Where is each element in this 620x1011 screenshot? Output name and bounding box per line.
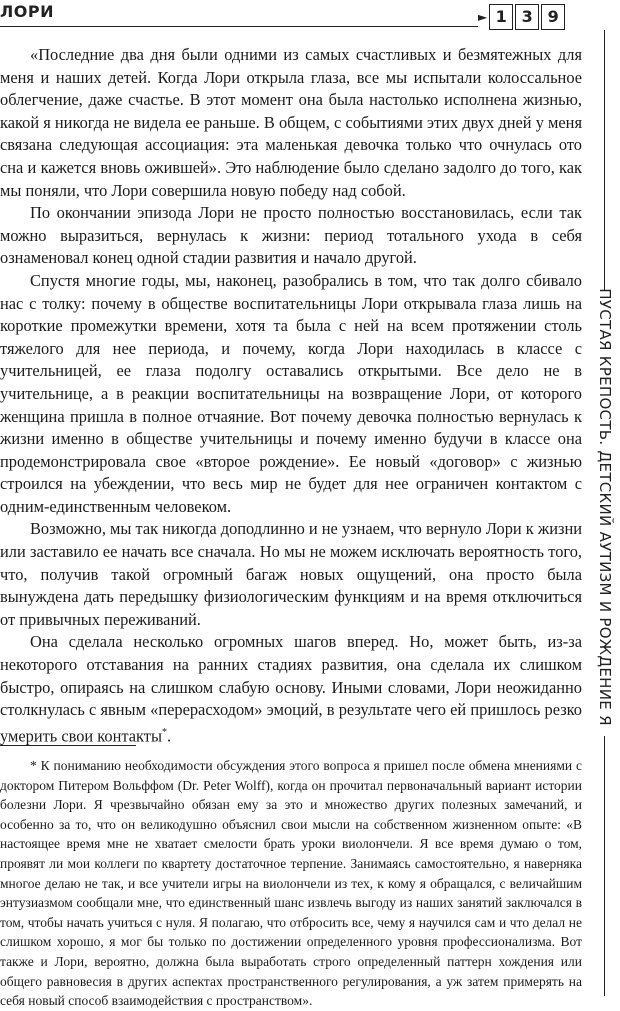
paragraph-last: Она сделала несколько огромных шагов вперед. Но, может быть, из-за некоторого отставания на ранних стадиях развития, она сделала их слишком быстро, опираясь на слишком слабую основу. Иными словами, Лори неожиданно столкнулась с явным «перерасходом» эмоций, в результате чего ей пришлось резко умерить свои контакты*. bbox=[0, 632, 582, 746]
header-rule bbox=[0, 26, 478, 27]
footnote-text: * К пониманию необходимости обсуждения этого вопроса я пришел после обмена мнениями с доктором Питером Вольффом (Dr. Peter Wolff), когда он прочитал первоначальный вариант истории болезни Лори. Я чрезвычайно обязан ему за это и множество других полезных замечаний, и особенно за то, что он великодушно объяснил свои мысли на собственном жизненном опыте: «В настоящее время мне не хватает смелости брать уроки виолончели. Я все время думаю о том, проявят ли мои коллеги по квартету достаточное терпение. Занимаясь самостоятельно, я наверняка многое делаю не так, и все учители игры на виолончели из тех, к кому я обращался, с величайшим энтузиазмом сообщали мне, что единственный шанс извлечь выгоду из наших занятий заключался в том, чтобы начать учиться с нуля. Я полагаю, что отбросить все, чему я научился сам и что делал не слишком хорошо, я мог бы только по достижении определенного уровня профессионализма. Вот также и Лори, вероятно, должна была выработать строго определенный паттерн хождения или общего равновесия в других аспектах пространственного регулирования, а уж затем примерять на себя новый способ взаимодействия с пространством». bbox=[0, 758, 582, 1009]
running-head: ЛОРИ bbox=[0, 2, 55, 21]
footnote bbox=[0, 756, 582, 1011]
page-number-digit: 9 bbox=[541, 4, 565, 30]
main-text bbox=[0, 44, 582, 748]
paragraph: Возможно, мы так никогда доподлинно и не узнаем, что вернуло Лори к жизни или заставило ее начать все сначала. Но мы не можем исключать вероятность того, что, получив такой огромный багаж новых ощущений, она просто была вынуждена дать передышку физиологическим функциям и на время отключиться от привычных переживаний. bbox=[0, 519, 582, 629]
side-rule bbox=[604, 30, 605, 290]
book-title-vertical: ПУСТАЯ КРЕПОСТЬ. ДЕТСКИЙ АУТИЗМ И РОЖДЕНИЕ Я bbox=[596, 288, 614, 726]
page-number bbox=[478, 4, 567, 30]
side-rule bbox=[604, 736, 605, 996]
arrow-right-icon: ► bbox=[478, 10, 488, 24]
paragraph-text: Она сделала несколько огромных шагов вперед. Но, может быть, из-за некоторого отставания на ранних стадиях развития, она сделала их слишком быстро, опираясь на слишком слабую основу. Иными словами, Лори неожиданно столкнулась с явным «перерасходом» эмоций, в результате чего ей пришлось резко умерить свои контакты bbox=[0, 632, 582, 746]
footnote-rule bbox=[0, 745, 136, 746]
page-number-digit: 1 bbox=[489, 4, 513, 30]
paragraph: По окончании эпизода Лори не просто полностью восстановилась, если так можно выразиться, вернулась к жизни: период тотального ухода в себя ознаменовал конец одной стадии развития и начало другой. bbox=[0, 203, 582, 268]
page-number-digit: 3 bbox=[515, 4, 539, 30]
footnote-marker: * bbox=[161, 726, 167, 738]
paragraph: Спустя многие годы, мы, наконец, разобрались в том, что так долго сбивало нас с толку: почему в обществе воспитательницы Лори открывала глаза лишь на короткие промежутки времени, хотя та была с ней на всем протяжении столь тяжелого для нее периода, и почему, когда Лори находилась в классе с учительницей, ее глаза подолгу оставались открытыми. Все дело не в учительнице, а в реакции воспитательницы на возвращение Лори, от которого женщина пришла в полное отчаяние. Вот почему девочка полностью вернулась к жизни именно в обществе учительницы и почему именно будучи в классе она продемонстрировала свое «второе рождение». Ее новый «договор» с жизнью строился на убеждении, что весь мир не будет для нее ограничен контактом с одним-единственным человеком. bbox=[0, 270, 582, 516]
paragraph: «Последние два дня были одними из самых счастливых и безмятежных для меня и наших детей. Когда Лори открыла глаза, все мы испытали колоссальное облегчение, даже счастье. В этот момент она была настолько исполнена жизнью, какой я никогда не видела ее раньше. В общем, с событиями этих двух дней у меня связана следующая ассоциация: эта маленькая девочка только что очнулась ото сна и кажется вновь ожившей». Это наблюдение было сделано задолго до того, как мы поняли, что Лори совершила новую победу над собой. bbox=[0, 45, 582, 200]
